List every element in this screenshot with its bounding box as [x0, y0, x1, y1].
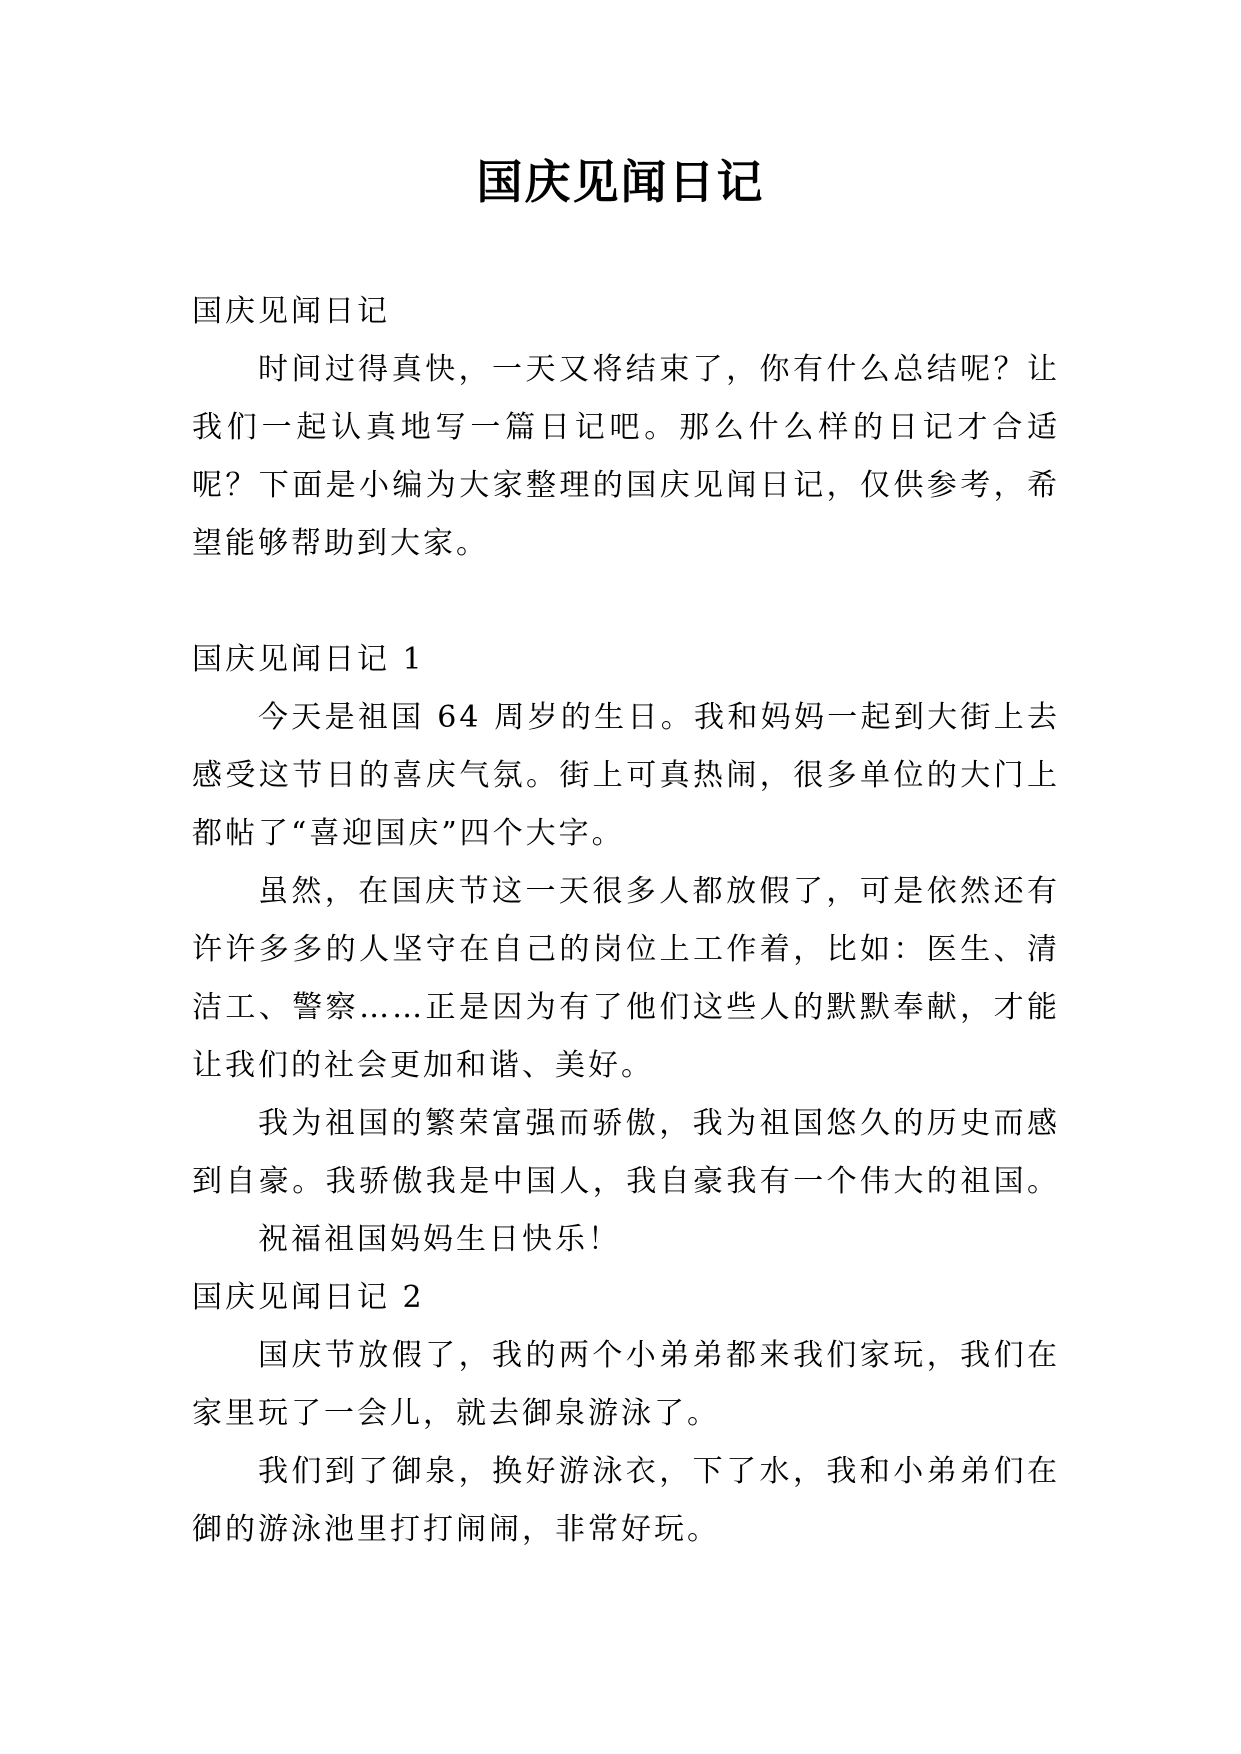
- section-heading: 国庆见闻日记: [192, 294, 390, 329]
- paragraph-line: 让我们的社会更加和谐、美好。: [192, 1048, 654, 1083]
- paragraph-line: 家里玩了一会儿，就去御泉游泳了。: [192, 1396, 720, 1431]
- paragraph-line: 洁工、警察……正是因为有了他们这些人的默默奉献，才能: [192, 990, 1060, 1025]
- document-body: [192, 283, 1060, 1559]
- paragraph-line: 时间过得真快，一天又将结束了，你有什么总结呢？让: [258, 352, 1060, 387]
- blank-line: [192, 573, 1060, 631]
- paragraph-line: 祝福祖国妈妈生日快乐！: [258, 1222, 621, 1257]
- paragraph-line: 呢？下面是小编为大家整理的国庆见闻日记，仅供参考，希: [192, 468, 1060, 503]
- paragraph-line: 我们一起认真地写一篇日记吧。那么什么样的日记才合适: [192, 410, 1060, 445]
- document-title: 国庆见闻日记: [476, 155, 765, 209]
- paragraph-line: 御的游泳池里打打闹闹，非常好玩。: [192, 1512, 720, 1547]
- paragraph-line: 虽然，在国庆节这一天很多人都放假了，可是依然还有: [258, 874, 1060, 909]
- paragraph-line: 到自豪。我骄傲我是中国人，我自豪我有一个伟大的祖国。: [192, 1164, 1060, 1199]
- paragraph-line: 今天是祖国 64 周岁的生日。我和妈妈一起到大街上去: [258, 700, 1060, 735]
- paragraph-line: 许许多多的人坚守在自己的岗位上工作着，比如：医生、清: [192, 932, 1060, 967]
- paragraph-line: 我为祖国的繁荣富强而骄傲，我为祖国悠久的历史而感: [258, 1106, 1060, 1141]
- paragraph-line: 望能够帮助到大家。: [192, 526, 489, 561]
- paragraph-line: 感受这节日的喜庆气氛。街上可真热闹，很多单位的大门上: [192, 758, 1060, 793]
- paragraph-line: 国庆节放假了，我的两个小弟弟都来我们家玩，我们在: [258, 1338, 1060, 1373]
- section-heading: 国庆见闻日记 2: [192, 1280, 425, 1315]
- section-heading: 国庆见闻日记 1: [192, 642, 425, 677]
- paragraph-line: 都帖了“喜迎国庆”四个大字。: [192, 816, 625, 851]
- paragraph-line: 我们到了御泉，换好游泳衣，下了水，我和小弟弟们在: [258, 1454, 1060, 1489]
